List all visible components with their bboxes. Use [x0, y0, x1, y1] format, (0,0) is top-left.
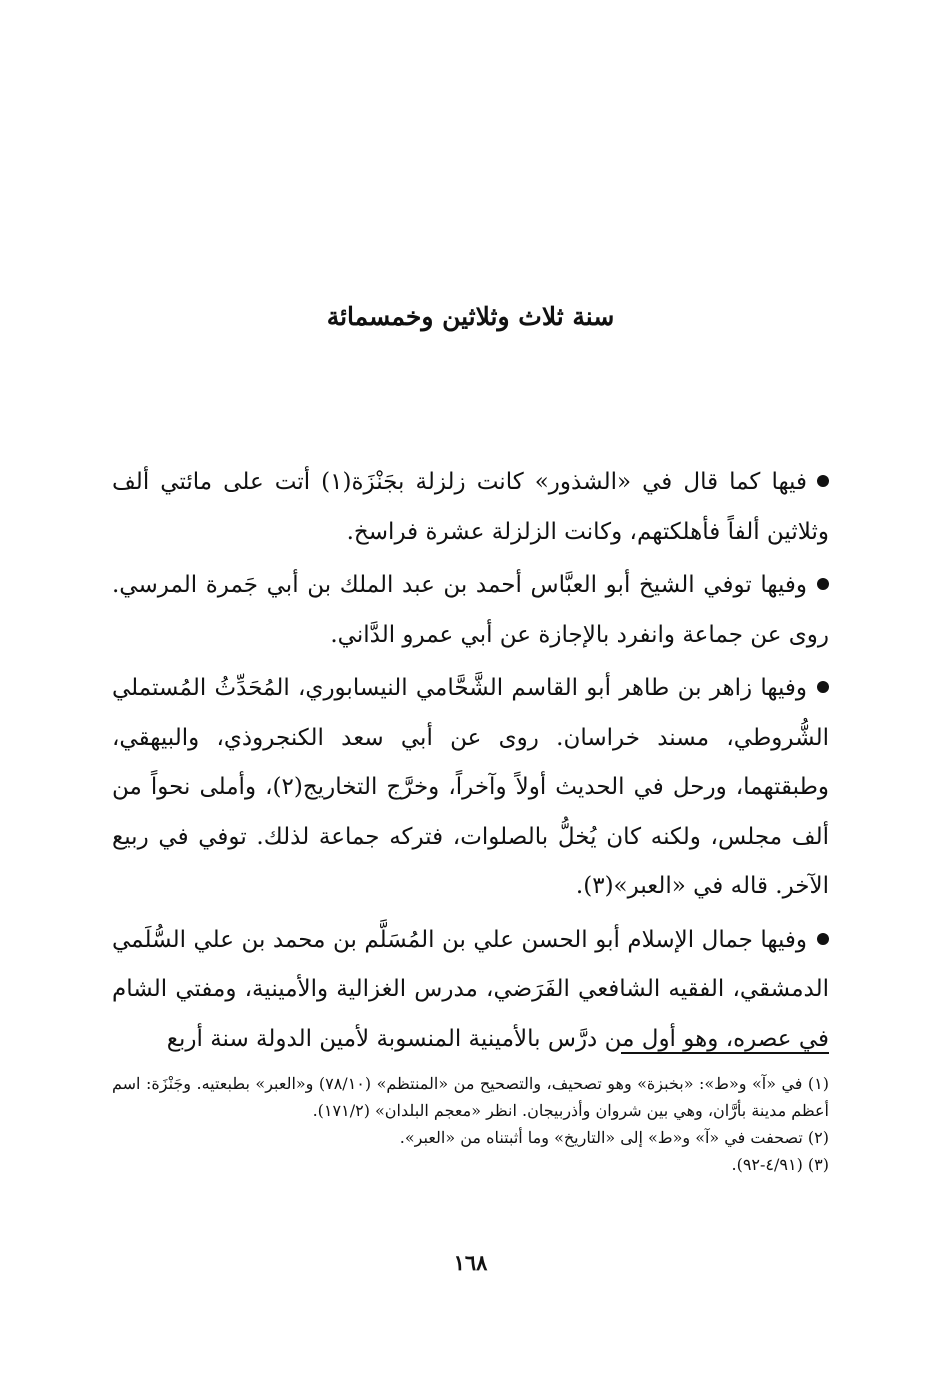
paragraph-2-text: وفيها توفي الشيخ أبو العبَّاس أحمد بن عبد الملك بن أبي جَمرة المرسي. روى عن جماعة وانفرد بالإجازة عن أبي عمرو الدَّاني. — [112, 572, 829, 648]
footnotes — [112, 1070, 829, 1178]
paragraph-3 — [112, 664, 829, 912]
footnote-2: (٢) تصحفت في «آ» و«ط» إلى «التاريخ» وما أثبتناه من «العبر». — [399, 1128, 829, 1147]
chapter-title: سنة ثلاث وثلاثين وخمسمائة — [326, 301, 615, 331]
paragraph-1-text: فيها كما قال في «الشذور» كانت زلزلة بجَنْزَة(١) أتت على مائتي ألف وثلاثين ألفاً فأهلكتهم، وكانت الزلزلة عشرة فراسخ. — [112, 469, 829, 545]
paragraph-1 — [112, 458, 829, 557]
paragraph-4-text: وفيها جمال الإسلام أبو الحسن علي بن المُسَلَّم بن محمد بن علي السُّلَمي الدمشقي، الفقيه الشافعي الفَرَضي، مدرس الغزالية والأمينية، ومفتي الشام في عصره، وهو أول من درَّس بالأمينية المنسوبة لأمين الدولة سنة أربع — [112, 926, 829, 1052]
paragraph-4 — [112, 916, 829, 1065]
footnote-divider — [621, 1052, 829, 1054]
main-text — [112, 458, 829, 1068]
page-number: ١٦٨ — [453, 1250, 488, 1275]
paragraph-2 — [112, 561, 829, 660]
footnote-1: (١) في «آ» و«ط»: «بخبزة» وهو تصحيف، والتصحيح من «المنتظم» (٧٨/١٠) و«العبر» بطبعتيه. وجَنْزَة: اسم أعظم مدينة بأرَّان، وهي بين شروان وأذربيجان. انظر «معجم البلدان» (١٧١/٢). — [112, 1074, 829, 1120]
footnote-3: (٣) (٤/٩١-٩٢). — [731, 1155, 829, 1174]
bullet-icon — [817, 681, 829, 693]
paragraph-3-text: وفيها زاهر بن طاهر أبو القاسم الشَّحَّامي النيسابوري، المُحَدِّثُ المُستملي الشُّروطي، مسند خراسان. روى عن أبي سعد الكنجروذي، والبيهقي، وطبقتهما، ورحل في الحديث أولاً وآخراً، وخرَّج التخاريج(٢)، وأملى نحواً من ألف مجلس، ولكنه كان يُخلُّ بالصلوات، فتركه جماعة لذلك. توفي في ربيع الآخر. قاله في «العبر»(٣). — [112, 675, 829, 899]
bullet-icon — [817, 578, 829, 590]
bullet-icon — [817, 933, 829, 945]
bullet-icon — [817, 475, 829, 487]
